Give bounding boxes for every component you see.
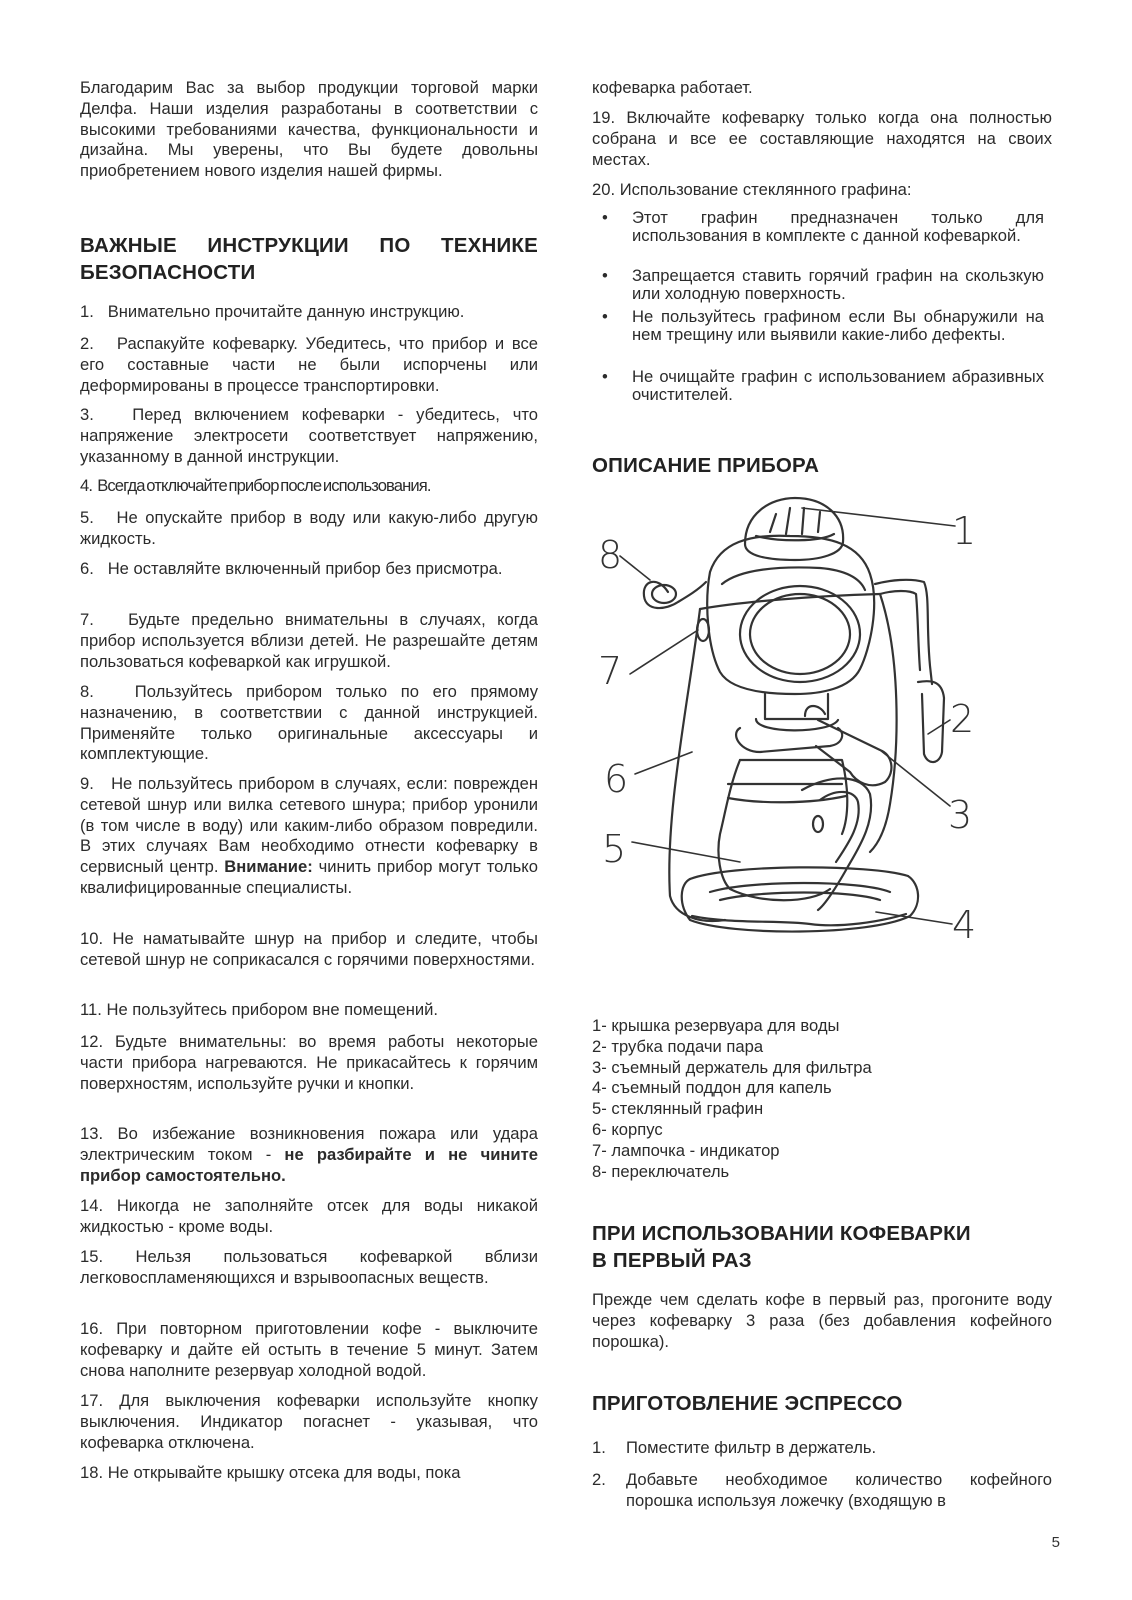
callout-6: 6 (604, 757, 629, 801)
steam-tube-outline (875, 580, 932, 684)
safety-item-18: 18. Не открывайте крышку отсека для воды, пока (80, 1463, 461, 1482)
callout-line-5 (632, 842, 740, 862)
safety-item-9: 9. Не пользуйтесь прибором в случаях, если: поврежден сетевой шнур или вилка сетевого шнура; прибор уронили (в том числе в воду) или каким-либо образом повредили. В этих случаях Вам необходимо отнести кофеварку в сервисный центр. Внимание: чинить прибор могут только квалифицированные специалисты. (80, 774, 538, 897)
safety-item-6: 6. Не оставляйте включенный прибор без присмотра. (80, 559, 503, 578)
intro-paragraph: Благодарим Вас за выбор продукции торговой марки Делфа. Наши изделия разработаны в соответствии с высокими требованиями качества, функциональности и дизайна. Мы уверены, что Вы будете довольны приобретением нового изделия нашей фирмы. (80, 78, 538, 181)
carafe-bullet-4: • Не очищайте графин с использованием абразивных очистителей. (602, 367, 1044, 405)
legend-item-6: 6- корпус (592, 1119, 663, 1139)
carafe-bullet-3: • Не пользуйтесь графином если Вы обнаружили на нем трещину или выявили какие-либо дефекты. (602, 307, 1044, 345)
safety-item-3: 3. Перед включением кофеварки - убедитесь, что напряжение электросети соответствует напряжению, указанному в данной инструкции. (80, 405, 538, 466)
callout-8: 8 (598, 533, 623, 577)
safety-item-19: 19. Включайте кофеварку только когда она полностью собрана и все ее составляющие находятся на своих местах. (592, 108, 1052, 169)
safety-item-8: 8. Пользуйтесь прибором только по его прямому назначению, в соответствии с данной инструкцией. Применяйте только оригинальные аксессуары и комплектующие. (80, 682, 538, 764)
parts-legend (592, 1016, 872, 1182)
callout-line-1 (802, 508, 955, 526)
espresso-heading: ПРИГОТОВЛЕНИЕ ЭСПРЕССО (592, 1392, 903, 1415)
safety-item-7: 7. Будьте предельно внимательны в случаях, когда прибор используется вблизи детей. Не разрешайте детям пользоваться кофеваркой как игрушкой. (80, 610, 538, 671)
safety-item-15: 15. Нельзя пользоваться кофеваркой вблизи легковоспламеняющихся и взрывоопасных веществ. (80, 1247, 538, 1287)
safety-item-11: 11. Не пользуйтесь прибором вне помещений. (80, 1000, 439, 1019)
carafe-outline (718, 760, 830, 900)
callout-1: 1 (952, 509, 977, 553)
callout-4: 4 (952, 903, 977, 947)
carafe-bullet-2: • Запрещается ставить горячий графин на скользкую или холодную поверхность. (602, 266, 1044, 304)
callout-line-7 (630, 630, 698, 674)
callout-3: 3 (948, 793, 973, 837)
callout-5: 5 (602, 827, 627, 871)
first-use-heading: ПРИ ИСПОЛЬЗОВАНИИ КОФЕВАРКИ В ПЕРВЫЙ РАЗ (592, 1222, 971, 1272)
callout-line-6 (635, 752, 692, 774)
safety-item-18-continued: кофеварка работает. (592, 78, 753, 97)
legend-item-5: 5- стеклянный графин (592, 1099, 764, 1119)
legend-item-3: 3- съемный держатель для фильтра (592, 1057, 872, 1077)
safety-item-14: 14. Никогда не заполняйте отсек для воды никакой жидкостью - кроме воды. (80, 1196, 538, 1236)
safety-item-20: 20. Использование стеклянного графина: (592, 180, 912, 199)
page-number: 5 (1051, 1534, 1060, 1551)
safety-heading: ВАЖНЫЕ ИНСТРУКЦИИ ПО ТЕХНИКЕ БЕЗОПАСНОСТИ (80, 234, 538, 284)
filter-holder-outline (736, 728, 842, 752)
callout-2: 2 (950, 697, 975, 741)
legend-item-7: 7- лампочка - индикатор (592, 1140, 780, 1160)
legend-item-1: 1- крышка резервуара для воды (592, 1016, 840, 1035)
reservoir-lid-outline (745, 498, 843, 560)
legend-item-8: 8- переключатель (592, 1161, 730, 1181)
front-panel-outline (740, 586, 860, 682)
safety-item-1: 1. Внимательно прочитайте данную инструкцию. (80, 302, 465, 321)
coffee-maker-illustration (580, 484, 1040, 1004)
legend-item-2: 2- трубка подачи пара (592, 1036, 764, 1056)
callout-line-2 (928, 720, 950, 734)
callout-7: 7 (598, 649, 623, 693)
safety-item-16: 16. При повторном приготовлении кофе - выключите кофеварку и дайте ей остыть в течение 5 минут. Затем снова наполните резервуар холодной водой. (80, 1319, 538, 1380)
safety-item-12: 12. Будьте внимательны: во время работы некоторые части прибора нагреваются. Не прикасайтесь к горячим поверхностям, используйте ручки и кнопки. (80, 1032, 538, 1093)
espresso-item-2: 2. Добавьте необходимое количество кофейного порошка используя ложечку (входящую в (592, 1470, 1052, 1510)
safety-item-5: 5. Не опускайте прибор в воду или какую-либо другую жидкость. (80, 508, 538, 548)
safety-item-17: 17. Для выключения кофеварки используйте кнопку выключения. Индикатор погаснет - указывая, что кофеварка отключена. (80, 1391, 538, 1452)
housing-outline (669, 609, 725, 921)
description-heading: ОПИСАНИЕ ПРИБОРА (592, 454, 820, 477)
legend-item-4: 4- съемный поддон для капель (592, 1078, 832, 1098)
safety-item-13: 13. Во избежание возникновения пожара или удара электрическим током - не разбирайте и не чините прибор самостоятельно. (80, 1124, 538, 1185)
carafe-bullet-1: • Этот графин предназначен только для использования в комплекте с данной кофеваркой. (602, 208, 1044, 246)
callout-line-8 (620, 556, 650, 580)
safety-item-4: 4. Всегда отключайте прибор после использования. (80, 476, 431, 495)
safety-item-2: 2. Распакуйте кофеварку. Убедитесь, что прибор и все его составные части не были испорчены или деформированы в процессе транспортировки. (80, 334, 538, 395)
safety-item-10: 10. Не наматывайте шнур на прибор и следите, чтобы сетевой шнур не соприкасался с горячими поверхностями. (80, 929, 538, 969)
espresso-item-1: 1. Поместите фильтр в держатель. (592, 1438, 877, 1457)
first-use-text: Прежде чем сделать кофе в первый раз, прогоните воду через кофеварку 3 раза (без добавления кофейного порошка). (592, 1290, 1052, 1351)
